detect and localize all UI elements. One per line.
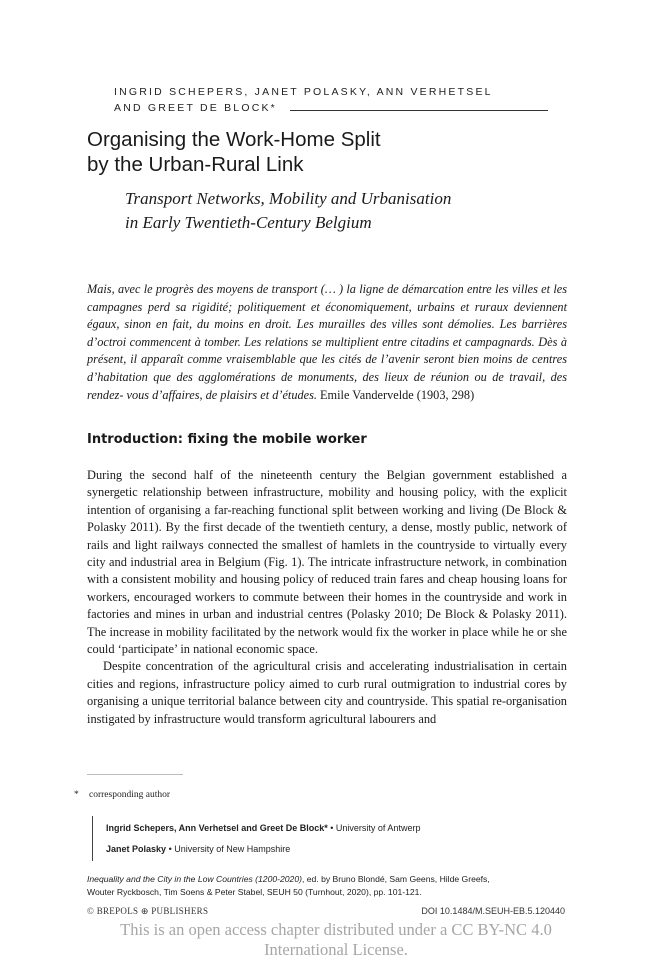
chapter-title xyxy=(87,127,587,177)
affiliation-2-institution: • University of New Hampshire xyxy=(168,844,291,854)
affiliation-bar xyxy=(92,816,93,861)
affiliation-1-names: Ingrid Schepers, Ann Verhetsel and Greet De Block* xyxy=(106,823,328,833)
paragraph-2: Despite concentration of the agricultural crisis and accelerating industrialisation in certain cities and regions, infrastructure policy aimed to curb rural outmigration to industrial cores by organising a unique territorial balance between city and countryside. This spatial re-organisation instigated by infrastructure would transform agricultural labourers and xyxy=(87,659,567,726)
doi-link[interactable]: DOI 10.1484/M.SEUH-EB.5.120440 xyxy=(421,906,565,916)
epigraph-text: Mais, avec le progrès des moyens de transport (… ) la ligne de démarcation entre les villes et les campagnes perd sa rigidité; politiquement et économiquement, urbains et ruraux deviennent égaux, sinon en fait, du moins en droit. Les murailles des villes sont démolies. Les barrières d’octroi commencent à tomber. Les relations se multiplient entre citadins et campagnards. Dès à présent, il apparaît comme vraisemblable que les cités de l’avenir seront bien moins de centres d’habitation que des agglomérations de monuments, des lieux de réunion ou de travail, des rendez- vous d’affaires, de plaisirs et d’études. xyxy=(87,282,567,402)
affiliation-2-names: Janet Polasky xyxy=(106,844,167,854)
citation-book-title: Inequality and the City in the Low Countries (1200-2020) xyxy=(87,874,302,884)
epigraph xyxy=(87,281,567,404)
section-heading: Introduction: fixing the mobile worker xyxy=(87,432,367,447)
affiliation-2 xyxy=(106,844,290,854)
body-text xyxy=(87,467,567,728)
affiliation-1 xyxy=(106,823,420,833)
affiliation-1-institution: • University of Antwerp xyxy=(330,823,421,833)
chapter-subtitle xyxy=(125,187,585,234)
license-notice: This is an open access chapter distributed under a CC BY-NC 4.0 International License. xyxy=(120,920,552,959)
footnote-rule xyxy=(87,774,183,775)
chapter-title-line-2: by the Urban-Rural Link xyxy=(87,153,304,176)
epigraph-attribution: Emile Vandervelde (1903, 298) xyxy=(320,387,475,402)
footnote-text: corresponding author xyxy=(89,790,170,800)
chapter-subtitle-line-2: in Early Twentieth-Century Belgium xyxy=(125,212,372,232)
chapter-subtitle-line-1: Transport Networks, Mobility and Urbanisation xyxy=(125,189,452,208)
footnote-mark: * xyxy=(74,790,79,800)
book-citation xyxy=(87,873,567,898)
citation-editors: , ed. by Bruno Blondé, Sam Geens, Hilde Greefs, xyxy=(301,874,490,884)
citation-line-1 xyxy=(87,873,567,886)
footnote xyxy=(74,790,170,800)
header-rule xyxy=(290,110,548,111)
chapter-title-line-1: Organising the Work-Home Split xyxy=(87,128,381,151)
author-line-1: INGRID SCHEPERS, JANET POLASKY, ANN VERHETSEL xyxy=(114,86,493,98)
paragraph-1: During the second half of the nineteenth century the Belgian government established a synergetic relationship between infrastructure, mobility and housing policy, with the explicit intention of organising a far-reaching functional split between working and living (De Block & Polasky 2011). By the first decade of the twentieth century, a dense, mostly public, network of rails and light railways connected the smallest of hamlets in the countryside to virtually every city and industrial area in Belgium (Fig. 1). The intricate infrastructure network, in combination with a consistent mobility and housing policy of reduced train fares and cheap housing loans for workers, encouraged workers to commute between their homes in the countryside and work in factories and mines in urban and industrial centres (Polasky 2010; De Block & Polasky 2011). The increase in mobility facilitated by the network would fix the worker in place while he or she could ‘participate’ in national economic space. xyxy=(87,468,567,657)
publisher-mark: © BREPOLS ⊕ PUBLISHERS xyxy=(87,906,209,916)
citation-line-2: Wouter Ryckbosch, Tim Soens & Peter Stabel, SEUH 50 (Turnhout, 2020), pp. 101-121. xyxy=(87,886,422,897)
author-line-2: AND GREET DE BLOCK* xyxy=(114,102,277,114)
